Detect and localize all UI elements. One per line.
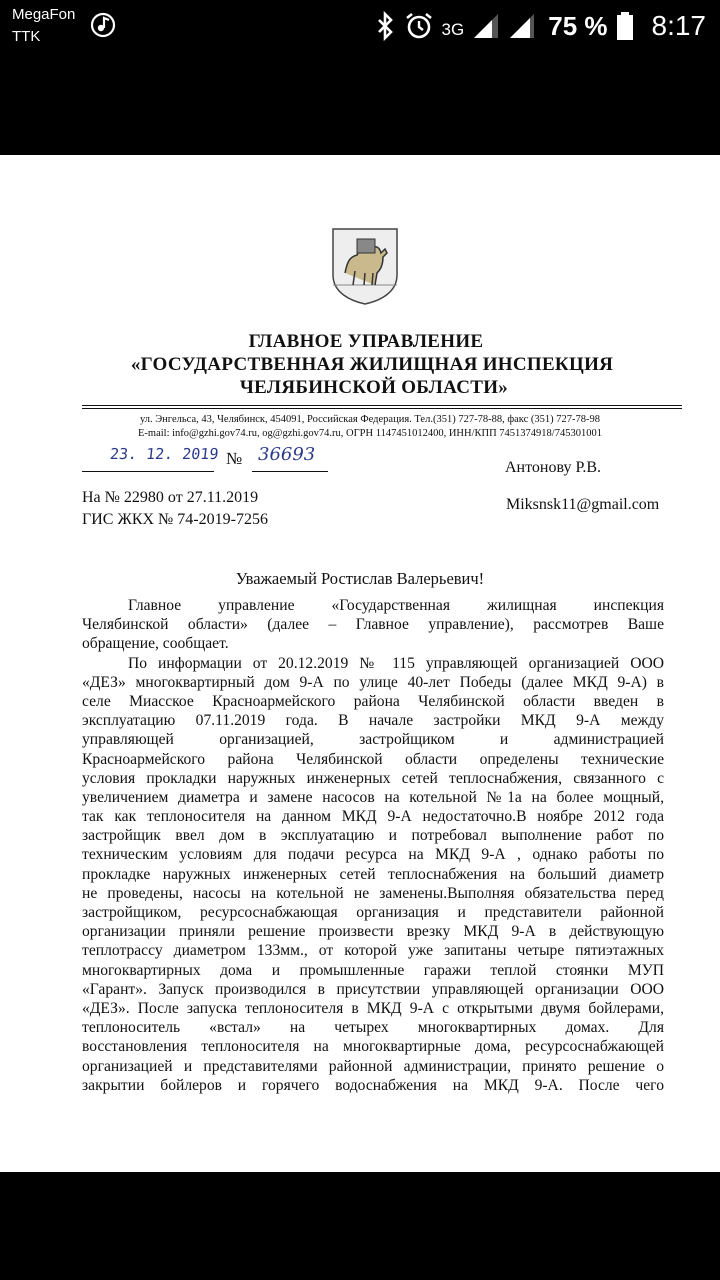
body-line: прокладке наружных инженерных сетей теплоснабжения на больший диаметр bbox=[82, 865, 664, 883]
gis-reference: ГИС ЖКХ № 74-2019-7256 bbox=[82, 511, 268, 528]
body-line: восстановления теплоносителя на многоквартирные дома, ресурсоснабжающей bbox=[82, 1038, 664, 1056]
status-icons bbox=[376, 6, 706, 46]
clock: 8:17 bbox=[651, 10, 706, 41]
addressee-name: Антонову Р.В. bbox=[505, 459, 602, 476]
body-line: По информации от 20.12.2019 № 115 управляющей организацией ООО bbox=[128, 654, 664, 672]
org-contacts: E-mail: info@gzhi.gov74.ru, og@gzhi.gov74.ru, ОГРН 1147451012400, ИНН/КПП 7451374918/745301001 bbox=[138, 428, 602, 439]
body-line: так как теплоносителя на данном МКД 9-А недостаточно.В ноябре 2012 года bbox=[82, 808, 664, 826]
image-viewer[interactable] bbox=[0, 52, 720, 1280]
battery-icon bbox=[616, 11, 634, 41]
carrier-info bbox=[12, 4, 75, 48]
battery-percent: 75 % bbox=[548, 10, 608, 41]
body-line: условия прокладки наружных инженерных сетей теплоснабжения, связанного с bbox=[82, 769, 664, 787]
org-title-line1: ГЛАВНОЕ УПРАВЛЕНИЕ bbox=[248, 331, 484, 352]
signal-icon bbox=[508, 12, 536, 40]
divider bbox=[82, 405, 682, 406]
body-line: застройщик ввел дом в эксплуатацию и потребовал выполнение работ по bbox=[82, 827, 664, 845]
body-line: управляющей организацией, застройщиком и администрацией bbox=[82, 731, 664, 749]
body-line: Челябинской области» (далее – Главное управление), рассмотрев Ваше bbox=[82, 616, 664, 634]
bluetooth-icon bbox=[376, 11, 396, 41]
body-line: селе Миасское Красноармейского района Челябинской области введен в bbox=[82, 692, 664, 710]
letter-body bbox=[82, 596, 664, 1095]
org-title-line2: «ГОСУДАРСТВЕННАЯ ЖИЛИЩНАЯ ИНСПЕКЦИЯ bbox=[130, 354, 614, 375]
letter-number: 36693 bbox=[258, 444, 316, 465]
network-type: 3G bbox=[441, 20, 465, 39]
status-bar bbox=[0, 0, 720, 52]
body-line: организации приняли решение произвести врезку МКД 9-А в действующую bbox=[82, 923, 664, 941]
body-line: теплоноситель «встал» на четырех многоквартирных домах. Для bbox=[82, 1019, 664, 1037]
carrier-name: MegaFon bbox=[12, 6, 76, 23]
divider bbox=[82, 408, 682, 409]
reference-number: На № 22980 от 27.11.2019 bbox=[82, 489, 259, 506]
addressee-email: Miksnsk11@gmail.com bbox=[506, 496, 660, 513]
body-line: не проведены, насосы на котельной не заменены.Выполняя обязательства перед bbox=[82, 884, 664, 902]
letter-date: 23. 12. 2019 bbox=[109, 445, 220, 463]
body-line: «ДЕЗ» многоквартирный дом 9-А по улице 40-лет Победы (далее МКД 9-А) в bbox=[82, 673, 664, 691]
body-line: «ДЕЗ». После запуска теплоносителя в МКД 9-А с открытыми двумя бойлерами, bbox=[82, 999, 664, 1017]
body-line: застройщиком, ресурсоснабжающая организация и представители районной bbox=[82, 904, 664, 921]
body-line: закрытии бойлеров и горячего водоснабжения на МКД 9-А. После чего bbox=[82, 1076, 664, 1094]
body-line: «Гарант». Запуск производился в присутствии управляющей организации ООО bbox=[82, 980, 664, 998]
alarm-icon bbox=[404, 11, 434, 41]
body-line: организацией и представителями районной администрации, принято решение о bbox=[82, 1057, 664, 1075]
body-line: техническим условиям для подачи ресурса на МКД 9-А , однако работы по bbox=[82, 846, 664, 864]
signal-icon bbox=[472, 12, 500, 40]
salutation: Уважаемый Ростислав Валерьевич! bbox=[235, 569, 485, 588]
number-label: № bbox=[226, 449, 243, 468]
body-line: теплотрассу диаметром 133мм., от которой уже запитаны четыре пятиэтажных bbox=[82, 942, 664, 960]
body-line: многоквартирных дома и промышленные гаражи теплой стоянки МУП bbox=[82, 961, 664, 979]
carrier-secondary: TTK bbox=[12, 28, 41, 45]
body-line: эксплуатацию 07.11.2019 года. В начале застройки МКД 9-А между bbox=[82, 712, 664, 730]
document-page[interactable] bbox=[0, 155, 720, 1172]
body-line: Главное управление «Государственная жилищная инспекция bbox=[128, 597, 664, 614]
org-address: ул. Энгельса, 43, Челябинск, 454091, Российская Федерация. Тел.(351) 727-78-88, факс (351) 727-78-98 bbox=[139, 414, 601, 425]
body-line: обращение, сообщает. bbox=[82, 635, 229, 653]
body-line: Красноармейского района Челябинской области определены технические bbox=[82, 750, 664, 768]
body-line: увеличением диаметра и замене насосов на котельной №1а на более мощный, bbox=[82, 788, 664, 806]
org-title-line3: ЧЕЛЯБИНСКОЙ ОБЛАСТИ» bbox=[239, 377, 509, 398]
music-icon bbox=[90, 12, 116, 38]
coat-of-arms-icon bbox=[331, 227, 399, 305]
